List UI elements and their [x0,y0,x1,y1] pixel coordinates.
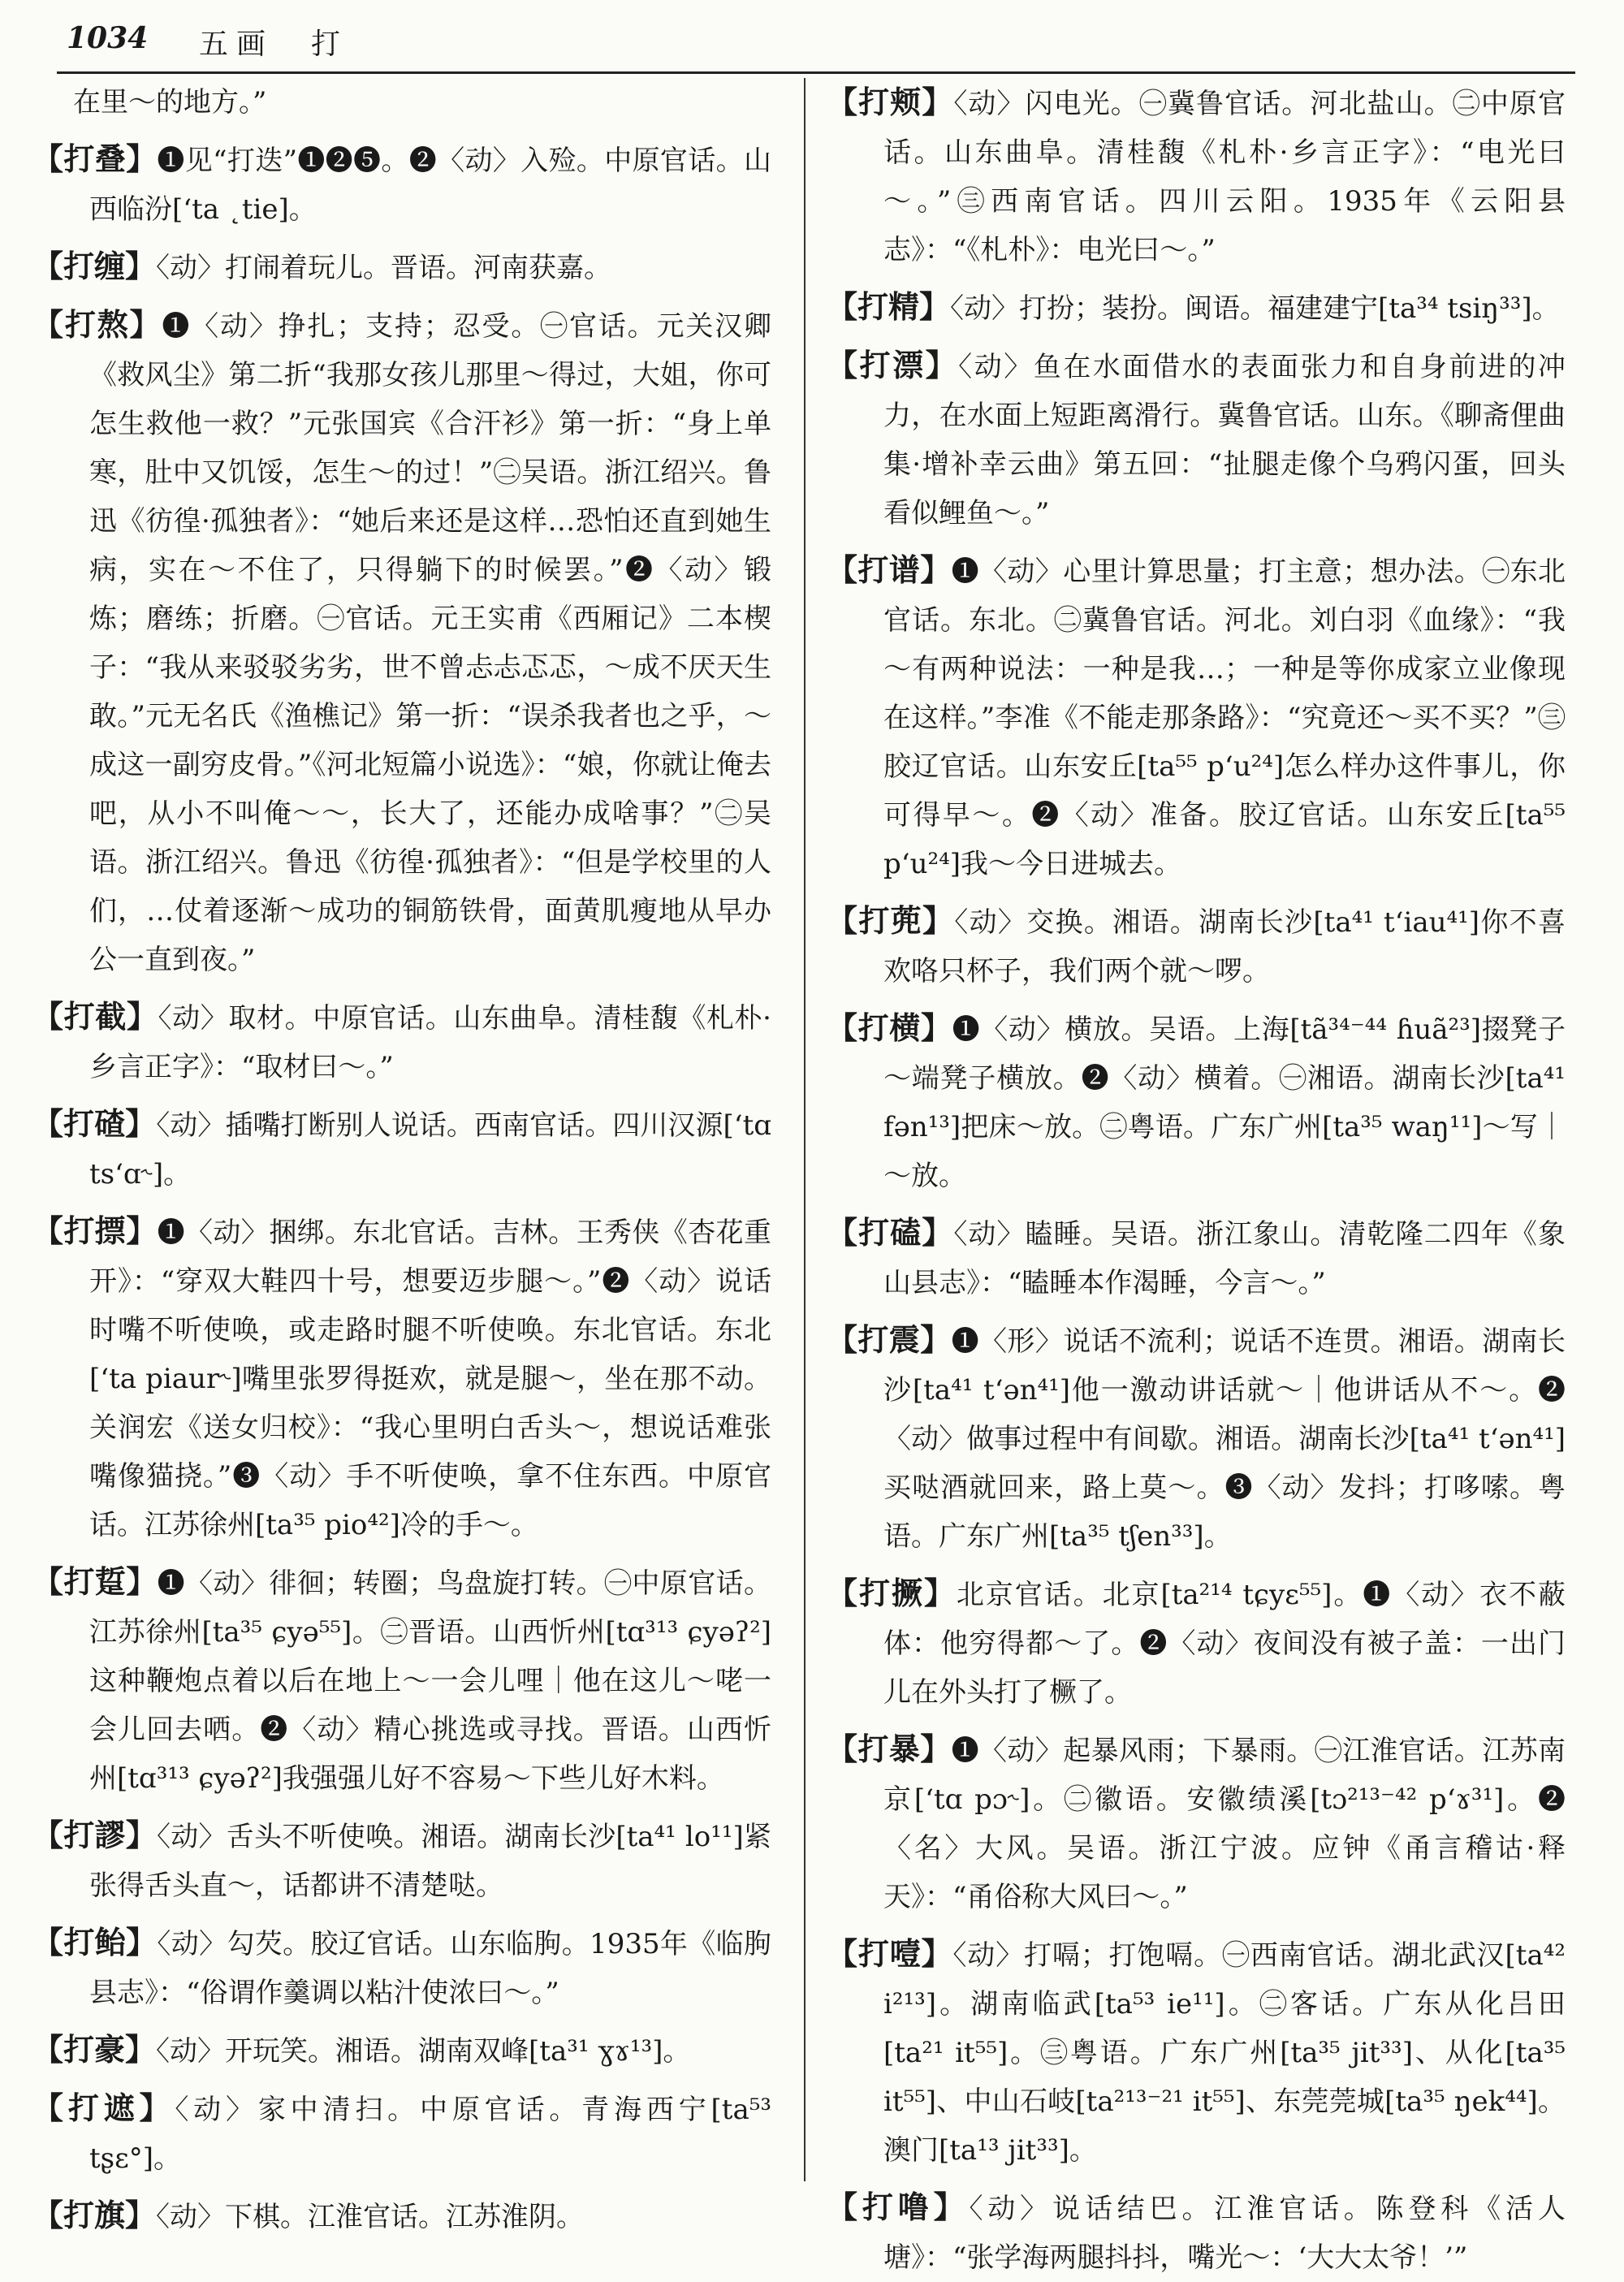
entry-headword: 【打蔸】 [827,902,955,939]
entry-definition: ❶〈动〉捆绑。东北官话。吉林。王秀侠《杏花重开》：“穿双大鞋四十号，想要迈步腿～。”❷〈动〉说话时嘴不听使唤，或走路时腿不听使唤。东北官话。东北[ʻta piaur˞]嘴里张罗得挺欢，就是腿～，坐在那不动。关润宏《送女归校》：“我心里明白舌头～，想说话难张嘴像猫挠。”❸〈动〉手不听使唤，拿不住东西。中原官话。江苏徐州[ta³⁵ pio⁴²]冷的手～。 [89,1217,771,1541]
dictionary-entry [827,78,1566,274]
entry-definition: 〈动〉插嘴打断别人说话。西南官话。四川汉源[ʻtɑ tsʻɑ˞]。 [89,1109,771,1191]
dictionary-entry [32,2084,771,2183]
entry-definition: ❶见“打迭”❶❷❺。❷〈动〉入殓。中原官话。山西临汾[ʻta ˛tie]。 [89,145,771,226]
entry-headword: 【打撅】 [827,1575,957,1611]
dictionary-entry [827,2183,1566,2282]
entry-headword: 【打谱】 [827,551,952,588]
dictionary-entry [827,283,1566,333]
entry-headword: 【打鲐】 [32,1924,158,1960]
right-column [827,78,1566,2274]
entry-headword: 【打横】 [827,1009,952,1046]
entry-headword: 【打旗】 [32,2197,157,2233]
entry-headword: 【打噜】 [827,2189,970,2225]
entry-definition: ❶〈动〉横放。吴语。上海[tã³⁴⁻⁴⁴ ɦuã²³]掇凳子～端凳子横放。❷〈动〉横着。㊀湘语。湖南长沙[ta⁴¹ fən¹³]把床～放。㊁粤语。广东广州[ta³⁵ waŋ¹¹]～写｜～放。 [883,1014,1566,1192]
entry-headword: 【打熬】 [32,306,162,343]
dictionary-entry [32,1558,771,1803]
entry-definition: 〈动〉打扮；装扮。闽语。福建建宁[ta³⁴ tsiŋ³³]。 [950,292,1560,325]
dictionary-entry [32,1100,771,1199]
dictionary-entry [827,1569,1566,1717]
dictionary-entry [32,300,771,984]
entry-headword: 【打豪】 [32,2031,157,2068]
entry-definition: 〈动〉打闹着玩儿。晋语。河南获嘉。 [156,252,612,284]
entry-definition: 〈动〉下棋。江淮官话。江苏淮阴。 [156,2201,585,2233]
entry-headword: 【打踅】 [32,1563,158,1600]
dictionary-entry [32,78,771,127]
entry-headword: 【打遮】 [32,2090,175,2126]
entry-definition: 〈动〉打嗝；打饱嗝。㊀西南官话。湖北武汉[ta⁴² i²¹³]。湖南临武[ta⁵³ ie¹¹]。㊁客话。广东从化吕田[ta²¹ it⁵⁵]。㊂粤语。广东广州[ta³⁵ jit³³]、从化[ta³⁵ it⁵⁵]、中山石岐[ta²¹³⁻²¹ it⁵⁵]、东莞莞城[ta³⁵ ŋek⁴⁴]。澳门[ta¹³ jit³³]。 [883,1939,1566,2167]
entry-headword: 【打謬】 [32,1817,158,1853]
entry-definition: ❶〈动〉心里计算思量；打主意；想办法。㊀东北官话。东北。㊁冀鲁官话。河北。刘白羽《血缘》：“我～有两种说法：一种是我…；一种是等你成家立业像现在这样。”李准《不能走那条路》：“究竟还～买不买？”㊂胶辽官话。山东安丘[ta⁵⁵ pʻu²⁴]怎么样办这件事儿，你可得早～。❷〈动〉准备。胶辽官话。山东安丘[ta⁵⁵ pʻu²⁴]我～今日进城去。 [883,555,1566,880]
entry-definition: 〈动〉鱼在水面借水的表面张力和自身前进的冲力，在水面上短距离滑行。冀鲁官话。山东。《聊斋俚曲集·增补幸云曲》第五回：“扯腿走像个乌鸦闪蛋，回头看似鲤鱼～。” [883,351,1566,529]
entry-definition: ❶〈形〉说话不流利；说话不连贯。湘语。湖南长沙[ta⁴¹ tʻən⁴¹]他一激动讲话就～｜他讲话从不～。❷〈动〉做事过程中有间歇。湘语。湖南长沙[ta⁴¹ tʻən⁴¹]买哒酒就回来，路上莫～。❸〈动〉发抖；打哆嗦。粤语。广东广州[ta³⁵ tʃen³³]。 [883,1325,1566,1553]
dictionary-entry [32,1918,771,2017]
entry-headword: 【打碴】 [32,1105,157,1142]
entry-definition: ❶〈动〉徘徊；转圈；鸟盘旋打转。㊀中原官话。江苏徐州[ta³⁵ ɕyə⁵⁵]。㊁晋语。山西忻州[tɑ³¹³ ɕyəʔ²]这种鞭炮点着以后在地上～一会儿哩｜他在这儿～咾一会儿回去哂。❷〈动〉精心挑选或寻找。晋语。山西忻州[tɑ³¹³ ɕyəʔ²]我强强儿好不容易～下些儿好木料。 [89,1567,771,1795]
entry-definition: 北京官话。北京[ta²¹⁴ tɕyɛ⁵⁵]。❶〈动〉衣不蔽体：他穷得都～了。❷〈动〉夜间没有被子盖：一出门儿在外头打了橛了。 [883,1579,1566,1709]
entry-definition: 〈动〉交换。湘语。湖南长沙[ta⁴¹ tʻiau⁴¹]你不喜欢咯只杯子，我们两个就～啰。 [883,906,1566,988]
entry-headword: 【打缠】 [32,248,157,284]
dictionary-entry [827,341,1566,538]
dictionary-entry [32,1811,771,1910]
entry-definition: 〈动〉勾芡。胶辽官话。山东临朐。1935年《临朐县志》：“俗谓作羹调以粘汁使浓曰～。” [89,1928,771,2009]
entry-headword: 【打漂】 [827,347,959,383]
dictionary-entry [827,1004,1566,1200]
header-title: 五画 打 [199,28,349,61]
dictionary-entry [32,2025,771,2076]
entry-headword: 【打摽】 [32,1212,158,1249]
entry-headword: 【打暴】 [827,1731,952,1767]
dictionary-entry [827,1725,1566,1921]
entry-headword: 【打磕】 [827,1214,954,1251]
entry-definition: ❶〈动〉挣扎；支持；忍受。㊀官话。元关汉卿《救风尘》第二折“我那女孩儿那里～得过，大姐，你可怎生救他一救？”元张国宾《合汗衫》第一折：“身上单寒，肚中又饥馁，怎生～的过！”㊁吴语。浙江绍兴。鲁迅《彷徨·孤独者》：“她后来还是这样…恐怕还直到她生病，实在～不住了，只得躺下的时候罢。”❷〈动〉锻炼；磨练；折磨。㊀官话。元王实甫《西厢记》二本楔子：“我从来驳驳劣劣，世不曾忐忐忑忑，～成不厌天生敢。”元无名氏《渔樵记》第一折：“误杀我者也之乎，～成这一副穷皮骨。”《河北短篇小说选》：“娘，你就让俺去吧，从小不叫俺～～，长大了，还能办成啥事？”㊁吴语。浙江绍兴。鲁迅《彷徨·孤独者》：“但是学校里的人们，…仗着逐渐～成功的铜筋铁骨，面黄肌瘦地从早办公一直到夜。” [89,310,771,976]
dictionary-entry [827,897,1566,996]
dictionary-entry [32,242,771,292]
entry-definition: ❶〈动〉起暴风雨；下暴雨。㊀江淮官话。江苏南京[ʻtɑ pɔ˞]。㊁徽语。安徽绩溪[tɔ²¹³⁻⁴² pʻɤ³¹]。❷〈名〉大风。吴语。浙江宁波。应钟《甬言稽诂·释天》：“甬俗称大风曰～。” [883,1735,1566,1913]
entry-headword: 【打叠】 [32,140,158,177]
entry-definition: 〈动〉家中清扫。中原官话。青海西宁[ta⁵³ tʂɛ°]。 [89,2094,771,2175]
dictionary-entry [32,2191,771,2241]
dictionary-entry [827,546,1566,888]
column-divider [804,78,806,2181]
running-header [57,15,1575,74]
entry-headword: 【打精】 [827,288,951,325]
entry-definition: 〈动〉开玩笑。湘语。湖南双峰[ta³¹ ɣɤ¹³]。 [156,2035,691,2068]
page-number: 1034 [67,21,149,55]
entry-definition: 〈动〉闪电光。㊀冀鲁官话。河北盐山。㊁中原官话。山东曲阜。清桂馥《札朴·乡言正字》：“电光曰～。”㊂西南官话。四川云阳。1935年《云阳县志》：“《札朴》：电光曰～。” [883,88,1566,266]
left-column [32,78,771,2233]
dictionary-entry [32,1207,771,1549]
entry-definition: 〈动〉取材。中原官话。山东曲阜。清桂馥《札朴·乡言正字》：“取材曰～。” [89,1002,771,1083]
dictionary-entry [32,992,771,1091]
entry-headword: 【打噎】 [827,1935,953,1972]
entry-headword: 【打颊】 [827,84,954,120]
entry-definition: 〈动〉舌头不听使唤。湘语。湖南长沙[ta⁴¹ lo¹¹]紧张得舌头直～，话都讲不清楚哒。 [89,1821,771,1902]
dictionary-entry [827,1208,1566,1307]
entry-headword: 【打震】 [827,1321,952,1358]
dictionary-entry [32,135,771,234]
dictionary-entry [827,1930,1566,2175]
dictionary-entry [827,1316,1566,1561]
entry-definition: 〈动〉说话结巴。江淮官话。陈登科《活人塘》：“张学海两腿抖抖，嘴光～：‘大大太爷！’” [883,2193,1566,2274]
entry-headword: 【打截】 [32,998,158,1035]
entry-definition: 在里～的地方。” [73,86,267,119]
entry-definition: 〈动〉瞌睡。吴语。浙江象山。清乾隆二四年《象山县志》：“瞌睡本作渴睡，今言～。” [883,1218,1566,1299]
